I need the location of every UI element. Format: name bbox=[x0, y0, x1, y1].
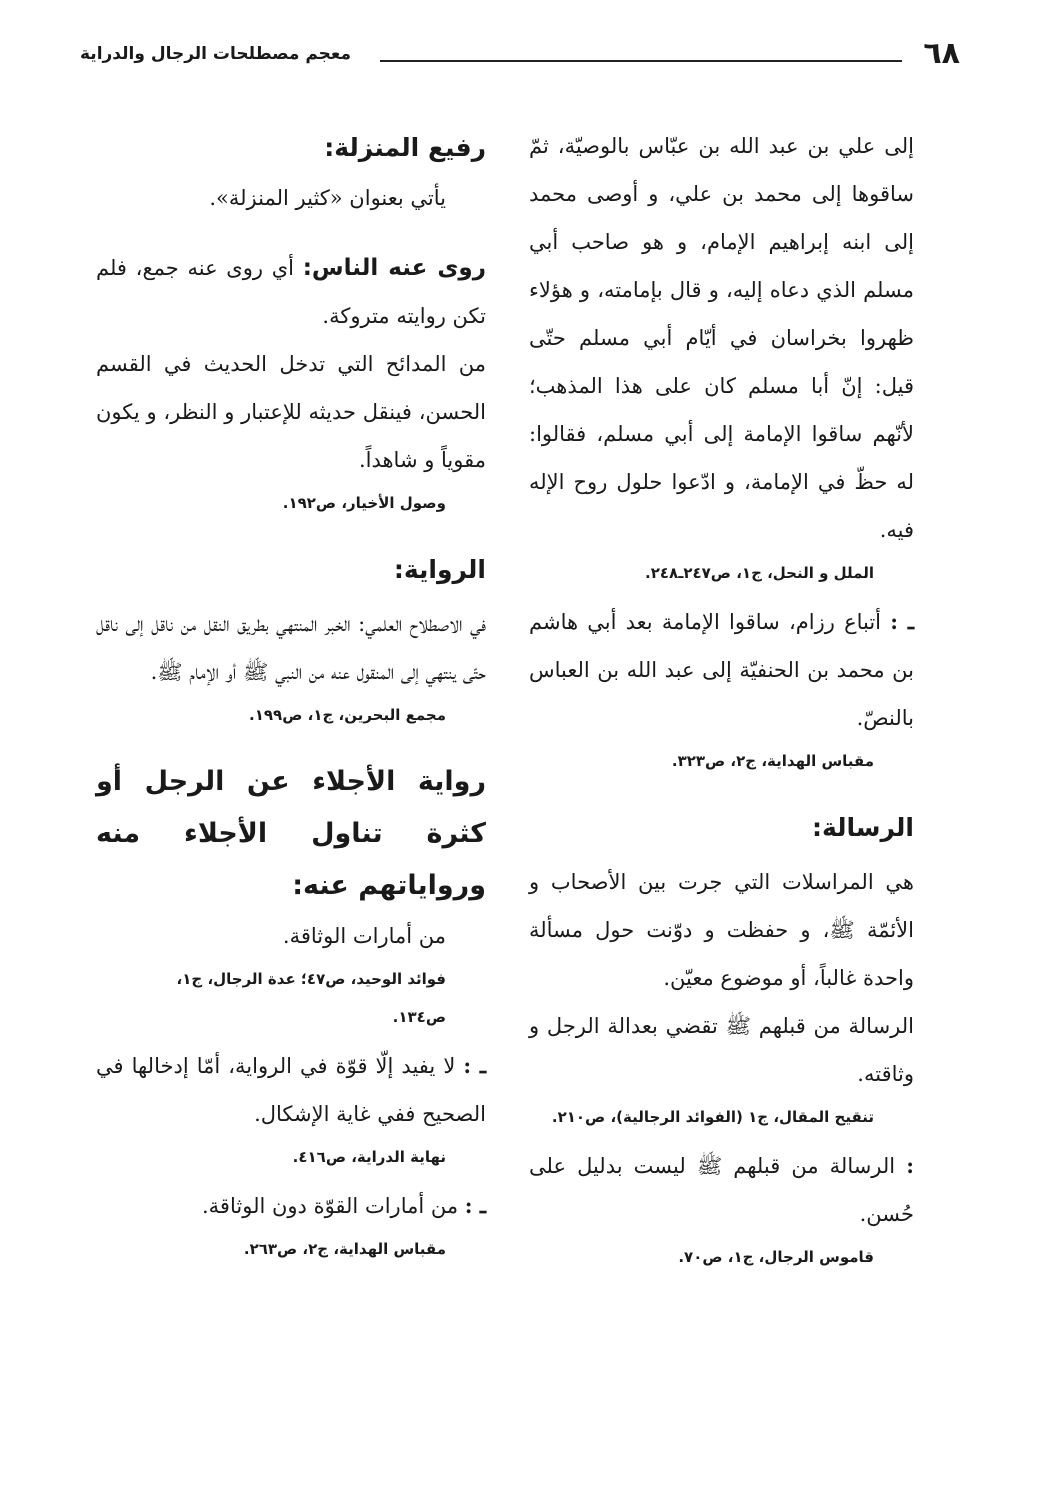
list-marker: ـ : bbox=[464, 1193, 486, 1218]
reference: مقباس الهداية، ج٢، ص٣٢٣. bbox=[671, 752, 874, 770]
page-header bbox=[80, 38, 960, 78]
left-column bbox=[96, 122, 486, 1290]
paragraph: من المدائح التي تدخل الحديث في القسم الحسن، فينقل حديثه للإعتبار و النظر، و يكون مقوياً و شاهداً. bbox=[96, 352, 486, 472]
paragraph: هي المراسلات التي جرت بين الأصحاب و الأئمّة ﷺ، و حفظت و دوّنت حول مسألة واحدة غالباً، أو موضوع معيّن. bbox=[529, 870, 914, 990]
paragraph: الرسالة من قبلهم ﷺ تقضي بعدالة الرجل و وثاقته. bbox=[529, 1014, 914, 1086]
paragraph: يأتي بعنوان «كثير المنزلة». bbox=[209, 186, 446, 210]
list-marker: ـ : bbox=[463, 1053, 486, 1078]
paragraph-text: الرسالة من قبلهم ﷺ ليست بدليل على حُسن. bbox=[529, 1154, 914, 1226]
entry-riwaya bbox=[96, 544, 486, 734]
list-marker: ـ : bbox=[890, 609, 914, 634]
paragraph bbox=[96, 244, 486, 340]
paragraph: من أمارات الوثاقة. bbox=[282, 924, 446, 948]
reference: نهاية الدراية، ص٤١٦. bbox=[292, 1148, 446, 1166]
entry-rafi bbox=[96, 122, 486, 222]
reference: الملل و النحل، ج١، ص٢٤٧ـ٢٤٨. bbox=[645, 564, 874, 582]
entry-term: الرسالة: bbox=[811, 813, 914, 842]
paragraph-text: من أمارات القوّة دون الوثاقة. bbox=[202, 1194, 459, 1218]
header-rule bbox=[380, 60, 902, 62]
paragraph bbox=[96, 1042, 486, 1138]
right-column bbox=[529, 122, 914, 1298]
entry-risala bbox=[529, 802, 914, 1276]
reference: قاموس الرجال، ج١، ص٧٠. bbox=[678, 1248, 874, 1266]
paragraph bbox=[529, 1142, 914, 1238]
reference: وصول الأخيار، ص١٩٢. bbox=[282, 494, 446, 512]
entry-term: الرواية: bbox=[393, 555, 486, 584]
paragraph: في الاصطلاح العلمي: الخبر المنتهي بطريق النقل من ناقل إلى ناقل حتّى ينتهي إلى المنقول عنه من النبي ﷺ أو الإمام ﷺ. bbox=[96, 612, 486, 684]
reference: فوائد الوحيد، ص٤٧؛ عدة الرجال، ج١، bbox=[176, 970, 446, 988]
paragraph-text: أي روى عنه جمع، فلم تكن روايته متروكة. bbox=[96, 256, 486, 328]
paragraph bbox=[529, 598, 914, 742]
entry-ajilla bbox=[96, 756, 486, 1268]
entry-rawa bbox=[96, 244, 486, 522]
entry-term: رفيع المنزلة: bbox=[324, 133, 486, 162]
reference: تنقيح المقال، ج١ (الفوائد الرجالية)، ص٢١٠. bbox=[551, 1108, 874, 1126]
running-title: معجم مصطلحات الرجال والدراية bbox=[80, 44, 352, 64]
reference: ص١٣٤. bbox=[392, 1008, 446, 1026]
paragraph bbox=[96, 1182, 486, 1230]
paragraph-text: لا يفيد إلّا قوّة في الرواية، أمّا إدخالها في الصحيح ففي غاية الإشكال. bbox=[96, 1054, 486, 1126]
reference: مقباس الهداية، ج٢، ص٢٦٣. bbox=[243, 1240, 446, 1258]
entry-continuation bbox=[529, 122, 914, 780]
paragraph: إلى علي بن عبد الله بن عبّاس بالوصيّة، ثمّ ساقوها إلى محمد بن علي، و أوصى محمد إلى ابنه إبراهيم الإمام، و هو صاحب أبي مسلم الذي دعاه إليه، و قال بإمامته، و هؤلاء ظهروا بخراسان في أيّام أبي مسلم حتّى قيل: إنّ أبا مسلم كان على هذا المذهب؛ لأنّهم ساقوا الإمامة إلى أبي مسلم، فقالوا: له حظّ في الإمامة، و ادّعوا حلول روح الإله فيه. bbox=[529, 134, 914, 542]
list-marker: : bbox=[906, 1153, 914, 1178]
page-number: ٦٨ bbox=[923, 36, 960, 71]
paragraph-text: أتباع رزام، ساقوا الإمامة بعد أبي هاشم بن محمد بن الحنفيّة إلى عبد الله بن العباس بالنصّ. bbox=[529, 610, 914, 730]
reference: مجمع البحرين، ج١، ص١٩٩. bbox=[249, 706, 446, 724]
entry-term: رواية الأجلاء عن الرجل أو كثرة تناول الأجلاء منه ورواياتهم عنه: bbox=[96, 766, 486, 901]
entry-term: روى عنه الناس: bbox=[302, 255, 486, 281]
